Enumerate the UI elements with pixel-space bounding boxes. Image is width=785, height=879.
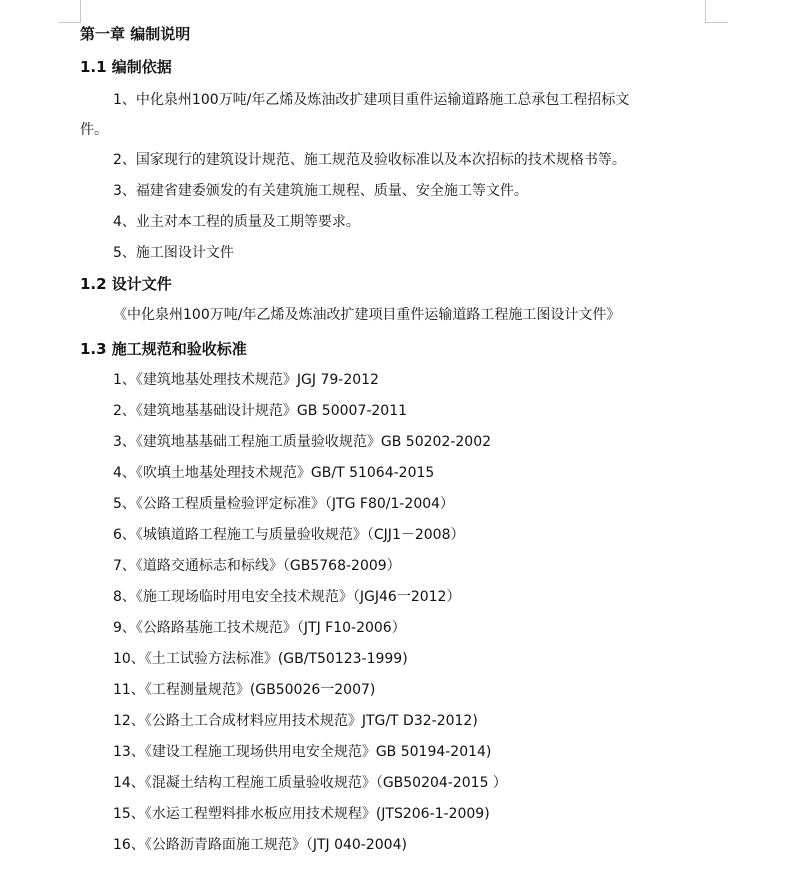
section-heading-1-1: 1.1 编制依据 — [80, 58, 172, 76]
standard-item-1: 1、《建筑地基处理技术规范》JGJ 79-2012 — [113, 372, 379, 388]
standard-item-2: 2、《建筑地基基础设计规范》GB 50007-2011 — [113, 403, 408, 419]
page-corner-mark-top-right — [705, 0, 728, 23]
standard-item-11: 11、《工程测量规范》(GB50026一2007) — [113, 682, 376, 698]
page-corner-mark-top-left — [58, 0, 81, 23]
standard-item-12: 12、《公路土工合成材料应用技术规范》JTG/T D32-2012) — [113, 713, 478, 729]
standard-item-9: 9、《公路路基施工技术规范》（JTJ F10-2006） — [113, 620, 406, 636]
basis-item-1-continued: 件。 — [80, 122, 108, 138]
basis-item-2: 2、国家现行的建筑设计规范、施工规范及验收标准以及本次招标的技术规格书等。 — [113, 152, 626, 168]
standard-item-15: 15、《水运工程塑料排水板应用技术规程》(JTS206-1-2009) — [113, 806, 490, 822]
section-heading-1-2: 1.2 设计文件 — [80, 275, 172, 293]
standard-item-10: 10、《土工试验方法标准》(GB/T50123-1999) — [113, 651, 408, 667]
standard-item-7: 7、《道路交通标志和标线》（GB5768-2009） — [113, 558, 401, 574]
basis-item-3: 3、福建省建委颁发的有关建筑施工规程、质量、安全施工等文件。 — [113, 183, 528, 199]
standard-item-6: 6、《城镇道路工程施工与质量验收规范》（CJJ1－2008） — [113, 527, 465, 543]
standard-item-4: 4、《吹填土地基处理技术规范》GB/T 51064-2015 — [113, 465, 435, 481]
design-document-item: 《中化泉州100万吨/年乙烯及炼油改扩建项目重件运输道路工程施工图设计文件》 — [113, 307, 621, 323]
basis-item-5: 5、施工图设计文件 — [113, 245, 234, 261]
standard-item-13: 13、《建设工程施工现场供用电安全规范》GB 50194-2014) — [113, 744, 492, 760]
basis-item-1: 1、中化泉州100万吨/年乙烯及炼油改扩建项目重件运输道路施工总承包工程招标文 — [113, 92, 630, 108]
basis-item-4: 4、业主对本工程的质量及工期等要求。 — [113, 214, 360, 230]
section-heading-1-3: 1.3 施工规范和验收标准 — [80, 340, 247, 358]
standard-item-16: 16、《公路沥青路面施工规范》（JTJ 040-2004) — [113, 837, 407, 853]
standard-item-5: 5、《公路工程质量检验评定标准》（JTG F80/1-2004） — [113, 496, 455, 512]
chapter-title: 第一章 编制说明 — [80, 25, 191, 43]
standard-item-14: 14、《混凝土结构工程施工质量验收规范》（GB50204-2015 ） — [113, 775, 507, 791]
standard-item-3: 3、《建筑地基基础工程施工质量验收规范》GB 50202-2002 — [113, 434, 492, 450]
standard-item-8: 8、《施工现场临时用电安全技术规范》（JGJ46一2012） — [113, 589, 461, 605]
